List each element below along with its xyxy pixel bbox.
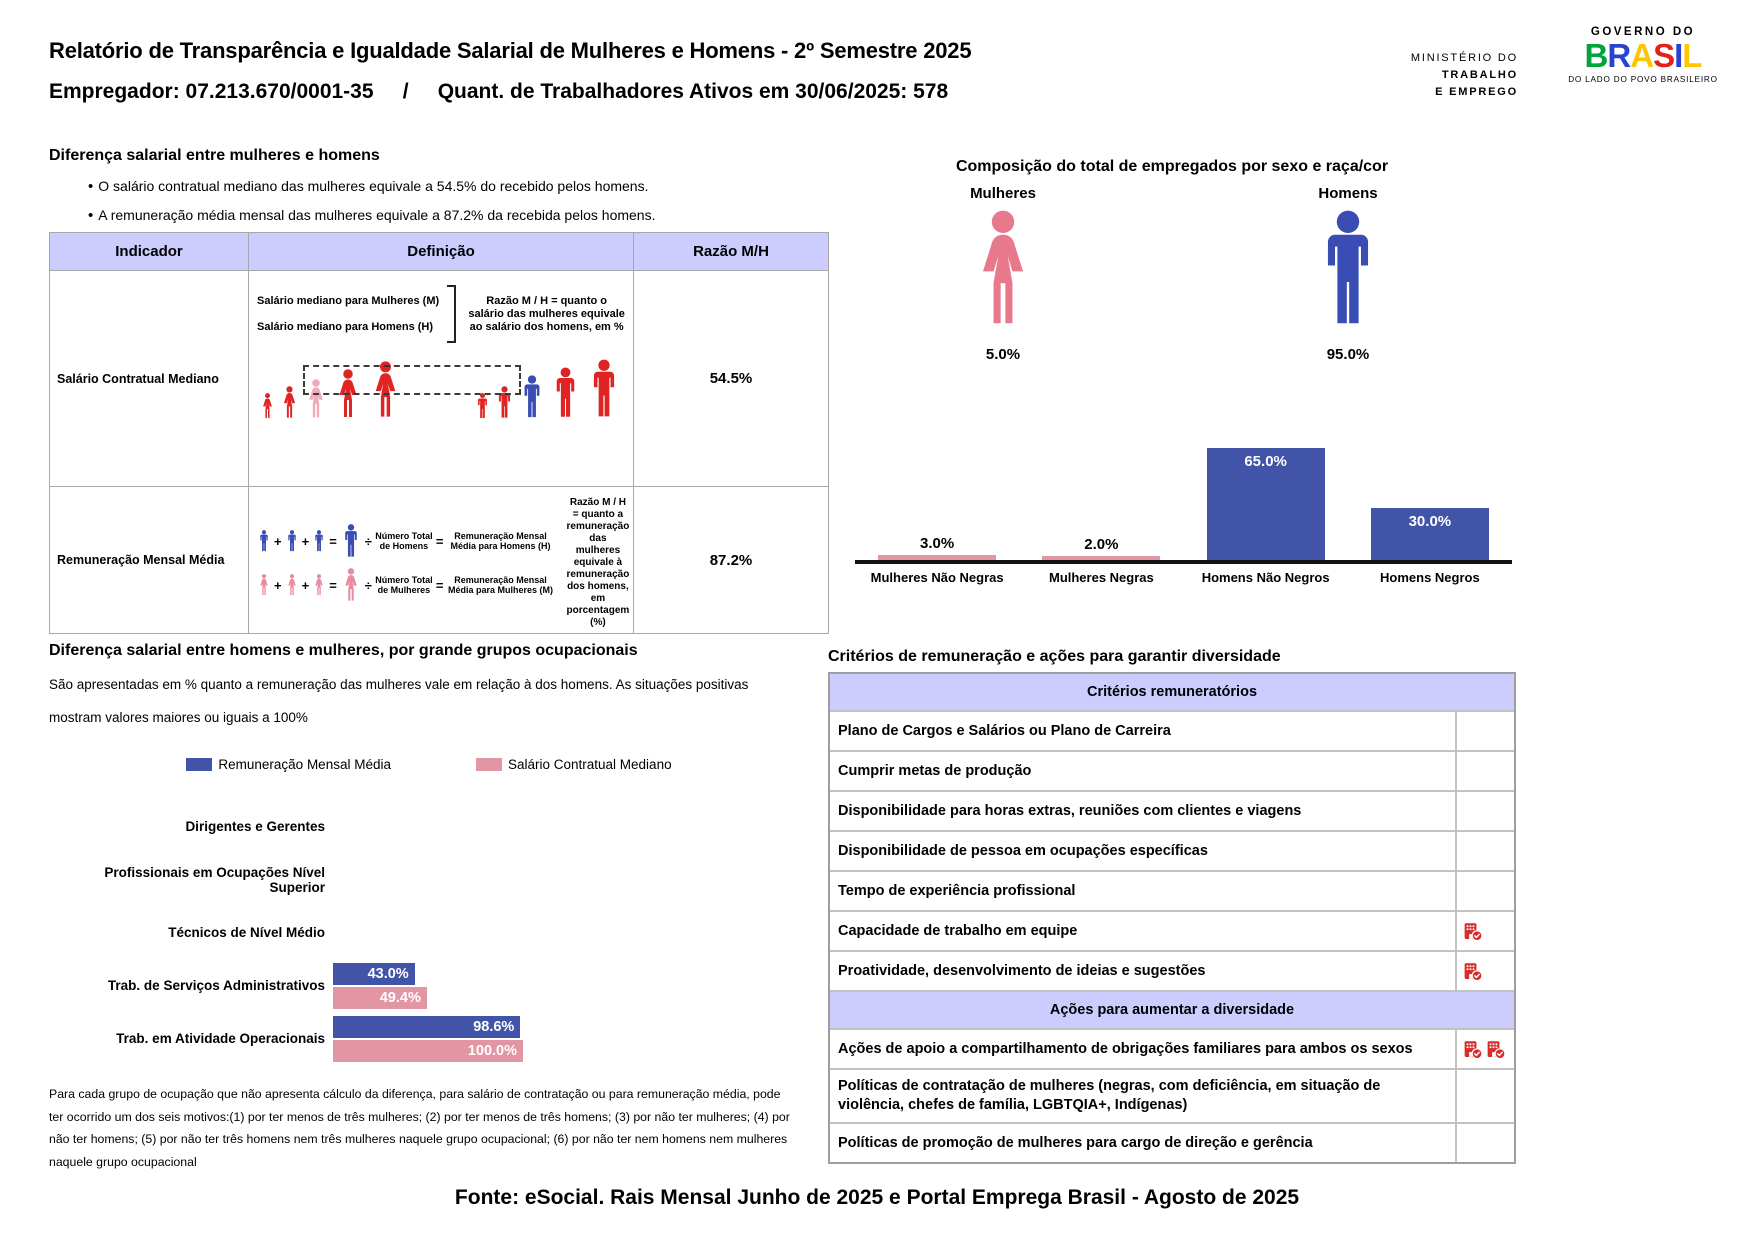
- definition-note: Razão M / H = quanto a remuneração das mulheres equivale à remuneração dos homens, em porcentagem (%): [566, 497, 630, 628]
- brasil-letter: L: [1682, 37, 1702, 74]
- ratio-value: 87.2%: [634, 487, 829, 634]
- male-person-icon: [257, 530, 271, 552]
- group-percentage: 5.0%: [985, 346, 1021, 363]
- bullet-dot: •: [88, 178, 94, 195]
- equals-sign: =: [329, 533, 337, 549]
- criteria-icons: [1457, 872, 1514, 910]
- criteria-row: [830, 712, 1514, 752]
- pay-gap-bullets: [88, 172, 655, 230]
- average-remuneration-equation: [257, 568, 555, 602]
- criteria-table: [828, 672, 1516, 1164]
- female-person-icon: [279, 386, 300, 419]
- woman-icon: [279, 386, 300, 419]
- composition-group-mulheres: [933, 185, 1073, 363]
- median-man-icon: [518, 375, 546, 419]
- building-check-icon: [1462, 1039, 1483, 1060]
- ministry-line: MINISTÉRIO DO: [1410, 52, 1518, 64]
- criteria-icons: [1457, 1124, 1514, 1162]
- bar-value-label: 49.4%: [379, 989, 421, 1006]
- male-person-icon: [474, 393, 491, 419]
- occupation-row: [49, 906, 809, 959]
- occ-bar-salario-contratual-mediano: [333, 1040, 523, 1062]
- criteria-row: [830, 1070, 1514, 1124]
- bar-value-label: 43.0%: [367, 965, 409, 982]
- bar-value-label: 100.0%: [467, 1042, 517, 1059]
- equation-divisor: Número Total de Homens: [375, 531, 433, 551]
- criteria-section-header: Ações para aumentar a diversidade: [830, 992, 1514, 1030]
- criteria-label: Disponibilidade de pessoa em ocupações específicas: [830, 832, 1457, 870]
- occupation-row: [49, 800, 809, 853]
- legend-item: [186, 757, 391, 772]
- composition-bar: [1371, 508, 1489, 560]
- occ-bar-remuneracao-mensal-media: [333, 963, 415, 985]
- male-person-icon: [340, 524, 362, 558]
- definition-line: Salário mediano para Homens (H): [257, 321, 434, 333]
- occupation-row: [49, 959, 809, 1012]
- male-icon: [1310, 210, 1386, 328]
- criteria-row: [830, 952, 1514, 992]
- bar-value-label: 98.6%: [473, 1018, 515, 1035]
- occupation-label: Profissionais em Ocupações Nível Superior: [104, 864, 325, 895]
- occupational-section-title: Diferença salarial entre homens e mulheres, por grande grupos ocupacionais: [49, 642, 638, 659]
- occupational-bar-chart: [49, 800, 809, 1065]
- criteria-label: Cumprir metas de produção: [830, 752, 1457, 790]
- female-person-icon: [340, 568, 362, 602]
- people-figures-illustration: [257, 357, 625, 419]
- bracket-shape: [447, 285, 456, 343]
- definition-cell: [249, 487, 634, 634]
- criteria-label: Capacidade de trabalho em equipe: [830, 912, 1457, 950]
- brasil-letter: B: [1584, 37, 1608, 74]
- bar-value-label: 30.0%: [1408, 513, 1452, 531]
- occ-bar-salario-contratual-mediano: [333, 987, 427, 1009]
- occupation-label: Trab. em Atividade Operacionais: [116, 1031, 325, 1046]
- equation-result: Remuneração Mensal Média para Mulheres (M): [448, 575, 554, 595]
- male-person-icon: [585, 359, 623, 419]
- female-icon: [965, 210, 1041, 328]
- legend-swatch: [476, 758, 502, 771]
- criteria-icons: [1457, 952, 1514, 990]
- building-check-icon: [1485, 1039, 1506, 1060]
- criteria-label: Proatividade, desenvolvimento de ideias e sugestões: [830, 952, 1457, 990]
- criteria-row: [830, 872, 1514, 912]
- criteria-section-header: Critérios remuneratórios: [830, 674, 1514, 712]
- occupation-row: [49, 1012, 809, 1065]
- criteria-icons: [1457, 1030, 1514, 1068]
- definition-cell: [249, 271, 634, 487]
- median-salary-definition: [257, 285, 625, 343]
- plus-sign: +: [274, 577, 282, 593]
- plus-sign: +: [274, 533, 282, 549]
- ratio-value: 54.5%: [634, 271, 829, 487]
- pay-gap-table: [49, 232, 829, 634]
- criteria-row: [830, 1030, 1514, 1070]
- gov-logo-bottom-text: DO LADO DO POVO BRASILEIRO: [1568, 75, 1718, 84]
- definition-note: Razão M / H = quanto o salário das mulheres equivale ao salário dos homens, em %: [468, 294, 625, 333]
- female-person-icon: [285, 574, 299, 596]
- average-remuneration-equation: [257, 524, 555, 558]
- column-header-razao: Razão M/H: [634, 233, 829, 271]
- page-title: Relatório de Transparência e Igualdade Salarial de Mulheres e Homens - 2º Semestre 2025: [49, 38, 972, 63]
- brasil-letter: R: [1607, 37, 1631, 74]
- male-person-icon: [549, 367, 582, 419]
- ministry-line: E EMPREGO: [1435, 86, 1518, 98]
- plus-sign: +: [301, 533, 310, 549]
- employer-line: Empregador: 07.213.670/0001-35 / Quant. de Trabalhadores Ativos em 30/06/2025: 578: [49, 80, 949, 103]
- average-remuneration-definition: [257, 497, 630, 629]
- source-footer: Fonte: eSocial. Rais Mensal Junho de 2025 e Portal Emprega Brasil - Agosto de 2025: [454, 1186, 1300, 1209]
- equals-sign: =: [435, 533, 444, 549]
- female-icon: [933, 210, 1073, 332]
- female-person-icon: [257, 574, 271, 596]
- pay-gap-bullet: • O salário contratual mediano das mulheres equivale a 54.5% do recebido pelos homens.: [88, 178, 649, 195]
- building-check-icon: [1462, 921, 1483, 942]
- occupation-row: [49, 853, 809, 906]
- criteria-icons: [1457, 1070, 1514, 1122]
- male-person-icon: [285, 530, 299, 552]
- composition-bar: [1042, 556, 1160, 560]
- legend-label: Salário Contratual Mediano: [507, 757, 672, 772]
- criteria-icons: [1457, 792, 1514, 830]
- table-row: [50, 487, 829, 634]
- criteria-icons: [1457, 712, 1514, 750]
- criteria-icons: [1457, 912, 1514, 950]
- group-percentage: 95.0%: [1326, 346, 1370, 363]
- indicator-label: Salário Contratual Mediano: [50, 271, 249, 487]
- male-person-icon: [312, 530, 326, 552]
- female-person-icon: [312, 574, 326, 596]
- composition-bar-slot: [1355, 508, 1505, 560]
- governo-do-brasil-logo: [1536, 26, 1750, 84]
- male-icon: [1278, 210, 1418, 332]
- composition-category-label: Mulheres Negras: [1048, 570, 1154, 585]
- occupation-label: Técnicos de Nível Médio: [168, 925, 325, 940]
- composition-bar-slot: [1026, 536, 1176, 560]
- column-header-definicao: Definição: [249, 233, 634, 271]
- criteria-row: [830, 1124, 1514, 1162]
- brasil-letter: A: [1630, 37, 1654, 74]
- composition-category-label: Homens Não Negros: [1201, 570, 1330, 585]
- occupational-footnote: Para cada grupo de ocupação que não apresenta cálculo da diferença, para salário de contratação ou para remuneração média, pode ter ocorrido um dos seis motivos:(1) por ter menos de três mulheres; (2) por ter menos de três homens; (3) por não ter mulheres; (4) por não ter homens; (5) por não ter três homens nem três mulheres naquele grupo ocupacional; (6) por não ter nem homens nem mulheres naquele grupo ocupacional: [49, 1087, 790, 1169]
- occupation-label: Trab. de Serviços Administrativos: [107, 978, 325, 993]
- occ-bar-remuneracao-mensal-media: [333, 1016, 520, 1038]
- criteria-icons: [1457, 752, 1514, 790]
- median-connector-dashed-box: [303, 365, 521, 395]
- man-icon: [474, 393, 491, 419]
- male-person-icon: [518, 375, 546, 419]
- composition-category-label: Homens Negros: [1380, 570, 1480, 585]
- composition-bar-chart: [855, 428, 1512, 564]
- criteria-label: Políticas de contratação de mulheres (negras, com deficiência, em situação de violência, chefes de família, LGBTQIA+, Indígenas): [830, 1070, 1457, 1122]
- occupation-bars: [333, 1016, 809, 1062]
- group-label: Mulheres: [970, 185, 1036, 202]
- criteria-section-title: Critérios de remuneração e ações para garantir diversidade: [828, 648, 1281, 665]
- ministry-line: TRABALHO: [1441, 69, 1518, 81]
- brasil-letter: S: [1653, 37, 1675, 74]
- bar-value-label: 3.0%: [920, 534, 955, 552]
- building-check-icon: [1462, 961, 1483, 982]
- bullet-dot: •: [88, 207, 94, 224]
- table-header-row: [50, 233, 829, 271]
- equals-sign: =: [435, 577, 444, 593]
- pay-gap-bullet: • A remuneração média mensal das mulheres equivale a 87.2% da recebida pelos homens.: [88, 207, 656, 224]
- equation-result: Remuneração Mensal Média para Homens (H): [450, 531, 551, 551]
- brasil-letter: I: [1674, 37, 1683, 74]
- composition-bar: [878, 555, 996, 560]
- occupation-label: Dirigentes e Gerentes: [185, 819, 325, 834]
- man-icon: [549, 367, 582, 419]
- divide-sign: ÷: [364, 533, 372, 549]
- composition-category-labels: [855, 570, 1512, 585]
- legend-label: Remuneração Mensal Média: [218, 757, 391, 772]
- divide-sign: ÷: [364, 577, 372, 593]
- composition-bar-slot: [1191, 448, 1341, 560]
- composition-people: [828, 185, 1516, 410]
- equals-sign: =: [329, 577, 337, 593]
- ministry-logo: [1411, 50, 1518, 101]
- indicator-label: Remuneração Mensal Média: [50, 487, 249, 634]
- brasil-wordmark: [1536, 39, 1750, 73]
- composition-bar: [1207, 448, 1325, 560]
- criteria-label: Tempo de experiência profissional: [830, 872, 1457, 910]
- woman-icon: [259, 393, 276, 419]
- column-header-indicador: Indicador: [50, 233, 249, 271]
- criteria-label: Plano de Cargos e Salários ou Plano de Carreira: [830, 712, 1457, 750]
- definition-line: Salário mediano para Mulheres (M): [257, 295, 440, 307]
- criteria-label: Ações de apoio a compartilhamento de obrigações familiares para ambos os sexos: [830, 1030, 1457, 1068]
- criteria-row: [830, 792, 1514, 832]
- occupation-bars: [333, 963, 809, 1009]
- plus-sign: +: [301, 577, 310, 593]
- criteria-label: Disponibilidade para horas extras, reuniões com clientes e viagens: [830, 792, 1457, 830]
- composition-section-title: Composição do total de empregados por sexo e raça/cor: [955, 158, 1389, 175]
- pay-gap-section-title: Diferença salarial entre mulheres e homens: [49, 147, 380, 164]
- composition-bar-slot: [862, 535, 1012, 560]
- group-label: Homens: [1318, 185, 1378, 202]
- table-row: [50, 271, 829, 487]
- occupational-subtitle: São apresentadas em % quanto a remuneração das mulheres vale em relação à dos homens. As situações positivas mostram valores maiores ou iguais a 100%: [49, 677, 749, 725]
- man-icon: [585, 359, 623, 419]
- legend-item: [476, 757, 672, 772]
- composition-group-homens: [1278, 185, 1418, 363]
- chart-legend: [49, 757, 809, 772]
- female-person-icon: [259, 393, 276, 419]
- equation-divisor: Número Total de Mulheres: [375, 575, 433, 595]
- criteria-icons: [1457, 832, 1514, 870]
- criteria-row: [830, 752, 1514, 792]
- composition-category-label: Mulheres Não Negras: [870, 570, 1004, 585]
- legend-swatch: [186, 758, 212, 771]
- bar-value-label: 65.0%: [1244, 453, 1287, 471]
- criteria-row: [830, 912, 1514, 952]
- criteria-row: [830, 832, 1514, 872]
- bar-value-label: 2.0%: [1084, 536, 1119, 553]
- gov-logo-top-text: GOVERNO DO: [1590, 26, 1696, 38]
- criteria-label: Políticas de promoção de mulheres para cargo de direção e gerência: [830, 1124, 1457, 1162]
